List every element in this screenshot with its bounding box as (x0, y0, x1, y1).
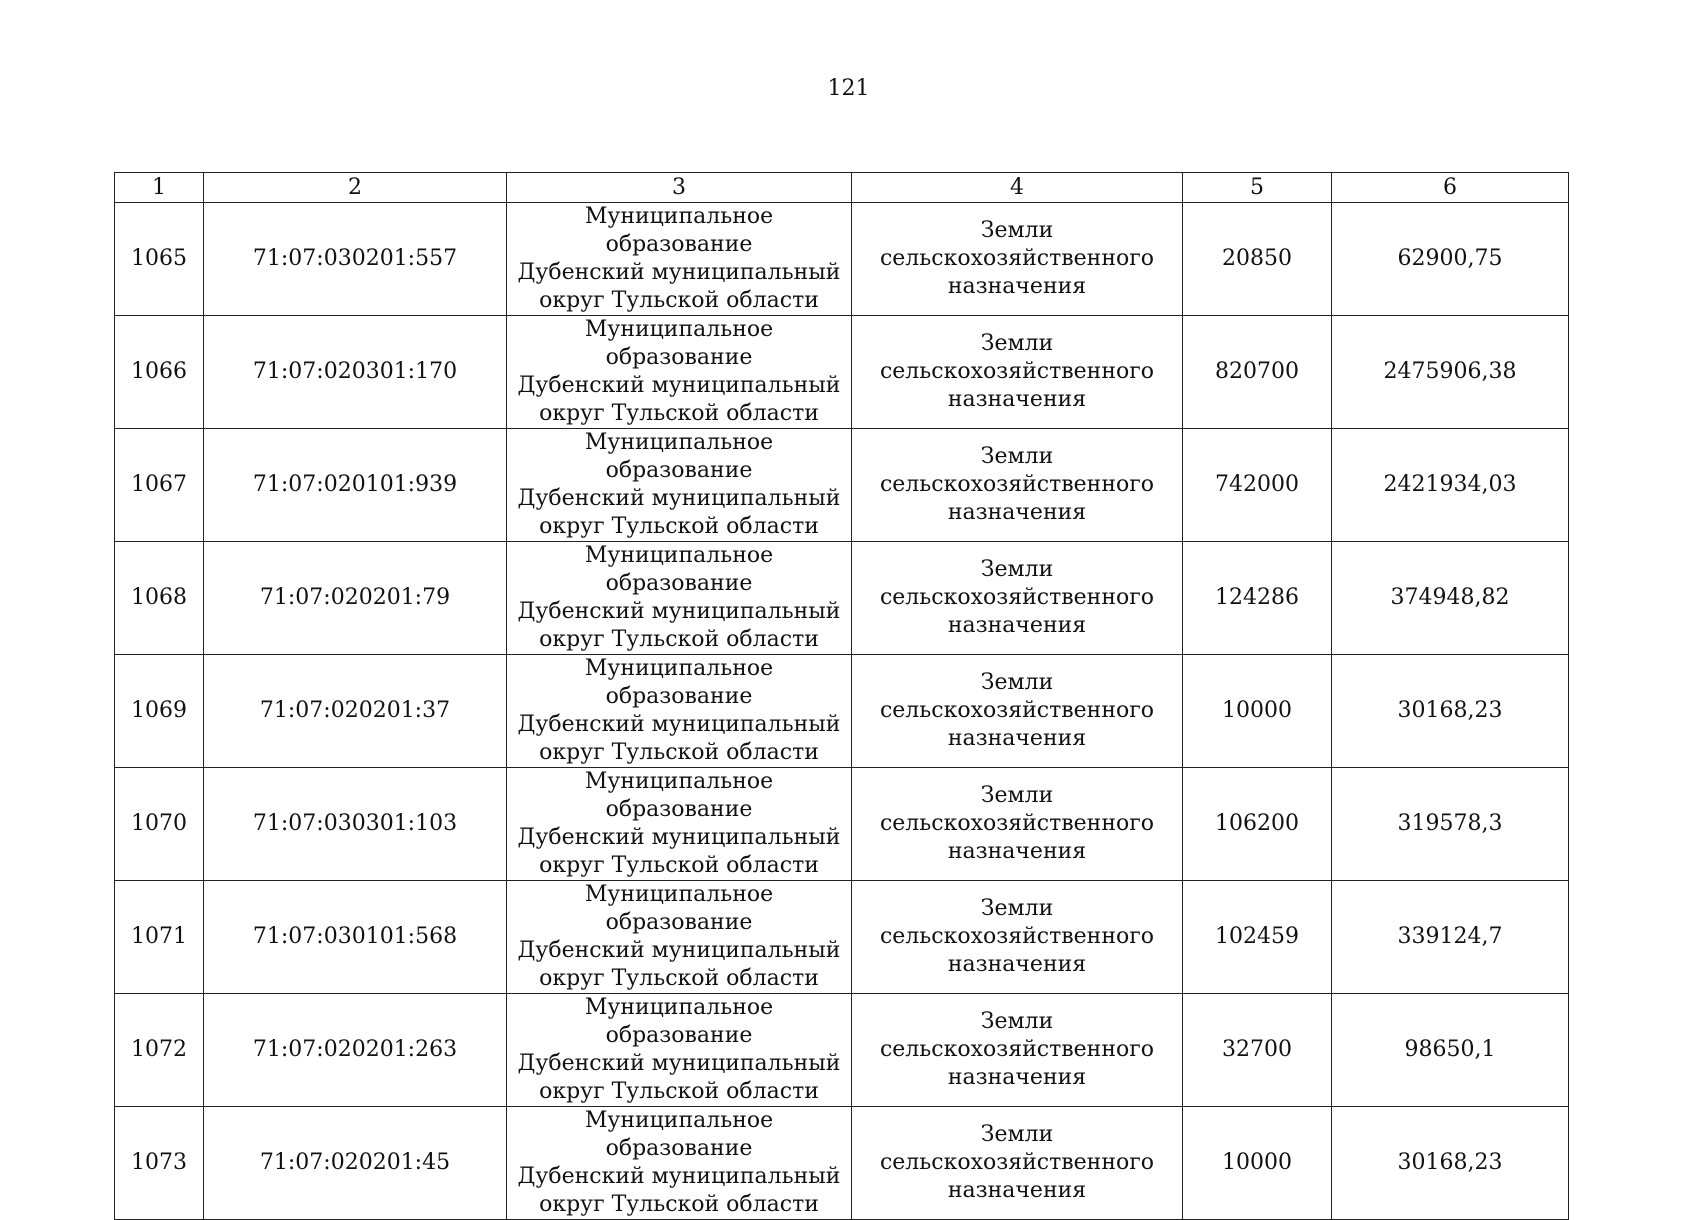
land-category-cell (852, 1107, 1183, 1220)
row-number-cell: 1072 (115, 994, 204, 1107)
cadastral-number-cell: 71:07:030301:103 (204, 768, 507, 881)
land-category-cell-line: сельскохозяйственного (879, 472, 1155, 497)
table-row (115, 316, 1569, 429)
land-category-cell-line: сельскохозяйственного (879, 924, 1155, 949)
owner-cell-line: округ Тульской области (539, 627, 819, 652)
column-header: 1 (115, 173, 204, 203)
cadastral-value-cell: 339124,7 (1332, 881, 1569, 994)
area-cell: 20850 (1183, 203, 1332, 316)
owner-cell-line: Муниципальное образование (584, 656, 774, 709)
land-category-cell-line: сельскохозяйственного (879, 246, 1155, 271)
table-row (115, 655, 1569, 768)
land-category-cell (852, 316, 1183, 429)
land-category-cell-line: Земли (980, 896, 1054, 921)
land-category-cell-line: сельскохозяйственного (879, 585, 1155, 610)
land-category-cell-line: сельскохозяйственного (879, 1037, 1155, 1062)
owner-cell (507, 316, 852, 429)
owner-cell-line: округ Тульской области (539, 740, 819, 765)
area-cell: 102459 (1183, 881, 1332, 994)
land-category-cell (852, 203, 1183, 316)
column-header: 4 (852, 173, 1183, 203)
table-row (115, 994, 1569, 1107)
owner-cell-line: Муниципальное образование (584, 317, 774, 370)
cadastral-number-cell: 71:07:020201:79 (204, 542, 507, 655)
table-header-row (115, 173, 1569, 203)
cadastral-value-cell: 62900,75 (1332, 203, 1569, 316)
owner-cell-line: Дубенский муниципальный (517, 825, 841, 850)
land-category-cell (852, 768, 1183, 881)
owner-cell-line: Муниципальное образование (584, 769, 774, 822)
column-header: 3 (507, 173, 852, 203)
cadastral-value-cell: 30168,23 (1332, 655, 1569, 768)
land-category-cell-line: назначения (947, 500, 1087, 525)
area-cell: 820700 (1183, 316, 1332, 429)
land-category-cell-line: Земли (980, 1009, 1054, 1034)
land-category-cell-line: назначения (947, 952, 1087, 977)
row-number-cell: 1070 (115, 768, 204, 881)
page-number: 121 (827, 76, 870, 101)
cadastral-number-cell: 71:07:020101:939 (204, 429, 507, 542)
land-category-cell (852, 994, 1183, 1107)
land-category-cell (852, 881, 1183, 994)
table-row (115, 203, 1569, 316)
land-category-cell-line: сельскохозяйственного (879, 811, 1155, 836)
owner-cell-line: округ Тульской области (539, 966, 819, 991)
area-cell: 10000 (1183, 655, 1332, 768)
land-category-cell-line: назначения (947, 274, 1087, 299)
owner-cell-line: Дубенский муниципальный (517, 938, 841, 963)
area-cell: 106200 (1183, 768, 1332, 881)
owner-cell-line: Муниципальное образование (584, 204, 774, 257)
owner-cell-line: Дубенский муниципальный (517, 599, 841, 624)
cadastral-value-cell: 374948,82 (1332, 542, 1569, 655)
cadastral-value-cell: 2475906,38 (1332, 316, 1569, 429)
row-number-cell: 1068 (115, 542, 204, 655)
land-category-cell-line: назначения (947, 387, 1087, 412)
cadastral-value-cell: 30168,23 (1332, 1107, 1569, 1220)
table-row (115, 1107, 1569, 1220)
area-cell: 32700 (1183, 994, 1332, 1107)
owner-cell (507, 203, 852, 316)
land-category-cell-line: Земли (980, 444, 1054, 469)
owner-cell-line: Муниципальное образование (584, 543, 774, 596)
land-category-cell (852, 542, 1183, 655)
table-row (115, 881, 1569, 994)
column-header: 2 (204, 173, 507, 203)
owner-cell-line: округ Тульской области (539, 288, 819, 313)
land-category-cell-line: сельскохозяйственного (879, 1150, 1155, 1175)
land-category-cell-line: Земли (980, 218, 1054, 243)
cadastral-value-cell: 2421934,03 (1332, 429, 1569, 542)
owner-cell-line: Дубенский муниципальный (517, 373, 841, 398)
land-category-cell (852, 655, 1183, 768)
table-row (115, 768, 1569, 881)
area-cell: 742000 (1183, 429, 1332, 542)
owner-cell (507, 994, 852, 1107)
owner-cell-line: Дубенский муниципальный (517, 1164, 841, 1189)
table-body (115, 173, 1569, 1220)
owner-cell (507, 881, 852, 994)
cadastral-number-cell: 71:07:020301:170 (204, 316, 507, 429)
owner-cell (507, 542, 852, 655)
column-header: 6 (1332, 173, 1569, 203)
land-category-cell-line: сельскохозяйственного (879, 359, 1155, 384)
owner-cell-line: Дубенский муниципальный (517, 1051, 841, 1076)
owner-cell (507, 768, 852, 881)
owner-cell (507, 655, 852, 768)
table-row (115, 429, 1569, 542)
owner-cell-line: округ Тульской области (539, 1192, 819, 1217)
land-category-cell-line: Земли (980, 331, 1054, 356)
row-number-cell: 1073 (115, 1107, 204, 1220)
land-category-cell-line: назначения (947, 1178, 1087, 1203)
land-category-cell-line: назначения (947, 726, 1087, 751)
land-category-cell-line: Земли (980, 1122, 1054, 1147)
owner-cell (507, 429, 852, 542)
owner-cell (507, 1107, 852, 1220)
owner-cell-line: Муниципальное образование (584, 882, 774, 935)
cadastral-number-cell: 71:07:020201:263 (204, 994, 507, 1107)
cadastral-number-cell: 71:07:020201:37 (204, 655, 507, 768)
row-number-cell: 1066 (115, 316, 204, 429)
area-cell: 10000 (1183, 1107, 1332, 1220)
owner-cell-line: Дубенский муниципальный (517, 260, 841, 285)
land-category-cell (852, 429, 1183, 542)
owner-cell-line: округ Тульской области (539, 514, 819, 539)
owner-cell-line: Муниципальное образование (584, 1108, 774, 1161)
row-number-cell: 1065 (115, 203, 204, 316)
owner-cell-line: Дубенский муниципальный (517, 712, 841, 737)
table-row (115, 542, 1569, 655)
area-cell: 124286 (1183, 542, 1332, 655)
row-number-cell: 1067 (115, 429, 204, 542)
cadastral-number-cell: 71:07:030101:568 (204, 881, 507, 994)
land-category-cell-line: назначения (947, 839, 1087, 864)
row-number-cell: 1069 (115, 655, 204, 768)
land-category-cell-line: назначения (947, 613, 1087, 638)
owner-cell-line: округ Тульской области (539, 1079, 819, 1104)
land-plots-table (114, 172, 1569, 1220)
cadastral-value-cell: 98650,1 (1332, 994, 1569, 1107)
land-category-cell-line: Земли (980, 783, 1054, 808)
cadastral-number-cell: 71:07:020201:45 (204, 1107, 507, 1220)
owner-cell-line: округ Тульской области (539, 853, 819, 878)
owner-cell-line: округ Тульской области (539, 401, 819, 426)
cadastral-value-cell: 319578,3 (1332, 768, 1569, 881)
land-category-cell-line: сельскохозяйственного (879, 698, 1155, 723)
column-header: 5 (1183, 173, 1332, 203)
owner-cell-line: Муниципальное образование (584, 430, 774, 483)
land-category-cell-line: Земли (980, 670, 1054, 695)
owner-cell-line: Муниципальное образование (584, 995, 774, 1048)
owner-cell-line: Дубенский муниципальный (517, 486, 841, 511)
land-category-cell-line: назначения (947, 1065, 1087, 1090)
cadastral-number-cell: 71:07:030201:557 (204, 203, 507, 316)
row-number-cell: 1071 (115, 881, 204, 994)
land-category-cell-line: Земли (980, 557, 1054, 582)
